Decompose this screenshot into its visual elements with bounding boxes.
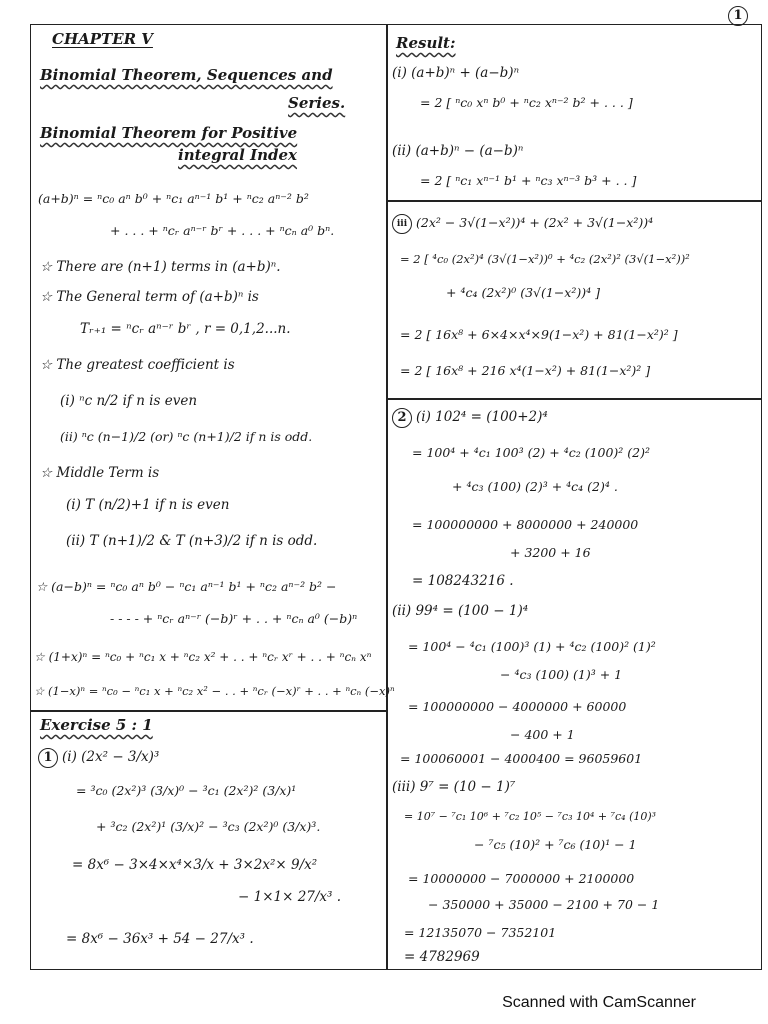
ex1-step-1: = ³c₀ (2x²)³ (3/x)⁰ − ³c₁ (2x²)² (3/x)¹ — [76, 783, 297, 798]
section-divider — [30, 710, 387, 712]
q2iii-answer: = 4782969 — [404, 949, 480, 965]
binomial-expansion: (a+b)ⁿ = ⁿc₀ aⁿ b⁰ + ⁿc₁ aⁿ⁻¹ b¹ + ⁿc₂ aⁿ⁻² b² — [38, 191, 309, 206]
exercise-heading: Exercise 5 : 1 — [40, 716, 153, 734]
greatest-coefficient-odd: (ii) ⁿc (n−1)/2 (or) ⁿc (n+1)/2 if n is odd. — [60, 429, 313, 444]
chapter-title-cont: Series. — [288, 94, 346, 112]
section-divider — [386, 200, 761, 202]
section-heading: Binomial Theorem for Positive — [40, 124, 298, 142]
q2ii-step-3: = 100000000 − 4000000 + 60000 — [408, 699, 627, 714]
a-minus-b-expansion-cont: - - - - + ⁿcᵣ aⁿ⁻ʳ (−b)ʳ + . . + ⁿcₙ a⁰ (−b)ⁿ — [110, 611, 358, 626]
q2iii-step-3: = 10000000 − 7000000 + 2100000 — [408, 871, 635, 886]
scanner-watermark: Scanned with CamScanner — [502, 994, 696, 1011]
r3-problem: (2x² − 3√(1−x²))⁴ + (2x² + 3√(1−x²))⁴ — [416, 215, 654, 230]
r3-step-3: = 2 [ 16x⁸ + 6×4×x⁴×9(1−x²) + 81(1−x²)² ] — [400, 327, 678, 342]
section-heading-cont: integral Index — [178, 146, 298, 164]
greatest-coefficient-even: (i) ⁿc n/2 if n is even — [60, 393, 198, 409]
r3-step-2: + ⁴c₄ (2x²)⁰ (3√(1−x²))⁴ ] — [446, 285, 600, 300]
q2iii-step-5: = 12135070 − 7352101 — [404, 925, 557, 940]
q2ii-problem: (ii) 99⁴ = (100 − 1)⁴ — [392, 603, 529, 619]
q2iii-problem: (iii) 9⁷ = (10 − 1)⁷ — [392, 779, 516, 795]
r3-answer: = 2 [ 16x⁸ + 216 x⁴(1−x²) + 81(1−x²)² ] — [400, 363, 651, 378]
binomial-expansion-cont: + . . . + ⁿcᵣ aⁿ⁻ʳ bʳ + . . . + ⁿcₙ a⁰ bⁿ. — [110, 223, 335, 238]
note-greatest-coefficient: ☆ The greatest coefficient is — [40, 357, 235, 373]
q2i-step-4: + 3200 + 16 — [510, 545, 591, 560]
note-general-term: ☆ The General term of (a+b)ⁿ is — [40, 289, 259, 305]
ex1-answer: = 8x⁶ − 36x³ + 54 − 27/x³ . — [66, 931, 254, 947]
ex1-step-2: + ³c₂ (2x²)¹ (3/x)² − ³c₃ (2x²)⁰ (3/x)³. — [96, 819, 321, 834]
one-plus-x-expansion: ☆ (1+x)ⁿ = ⁿc₀ + ⁿc₁ x + ⁿc₂ x² + . . + ⁿcᵣ xʳ + . . + ⁿcₙ xⁿ — [34, 650, 372, 664]
q2iii-step-4: − 350000 + 35000 − 2100 + 70 − 1 — [428, 897, 660, 912]
column-divider — [386, 24, 388, 970]
section-divider — [386, 398, 761, 400]
q2i-answer: = 108243216 . — [412, 573, 514, 589]
result-1-expansion: = 2 [ ⁿc₀ xⁿ b⁰ + ⁿc₂ xⁿ⁻² b² + . . . ] — [420, 95, 633, 110]
q2ii-step-1: = 100⁴ − ⁴c₁ (100)³ (1) + ⁴c₂ (100)² (1)² — [408, 639, 656, 654]
question-2-marker: 2 — [392, 408, 412, 428]
result-1-expression: (i) (a+b)ⁿ + (a−b)ⁿ — [392, 65, 520, 81]
q2ii-answer: = 100060001 − 4000400 = 96059601 — [400, 751, 643, 766]
q2i-problem: (i) 102⁴ = (100+2)⁴ — [416, 409, 548, 425]
a-minus-b-expansion: ☆ (a−b)ⁿ = ⁿc₀ aⁿ b⁰ − ⁿc₁ aⁿ⁻¹ b¹ + ⁿc₂ aⁿ⁻² b² − — [36, 579, 337, 594]
q2ii-step-2: − ⁴c₃ (100) (1)³ + 1 — [500, 667, 623, 682]
result-2-expansion: = 2 [ ⁿc₁ xⁿ⁻¹ b¹ + ⁿc₃ xⁿ⁻³ b³ + . . ] — [420, 173, 637, 188]
middle-term-even: (i) T (n/2)+1 if n is even — [66, 497, 230, 513]
ex1-problem: (i) (2x² − 3/x)³ — [62, 749, 160, 765]
result-heading: Result: — [396, 34, 456, 52]
q2i-step-2: + ⁴c₃ (100) (2)³ + ⁴c₄ (2)⁴ . — [452, 479, 618, 494]
page-number: 1 — [728, 6, 748, 26]
middle-term-odd: (ii) T (n+1)/2 & T (n+3)/2 if n is odd. — [66, 533, 318, 549]
q2iii-step-2: − ⁷c₅ (10)² + ⁷c₆ (10)¹ − 1 — [474, 837, 637, 852]
r3-step-1: = 2 [ ⁴c₀ (2x²)⁴ (3√(1−x²))⁰ + ⁴c₂ (2x²)² (3√(1−x²))² — [400, 252, 690, 266]
ex1-step-3: = 8x⁶ − 3×4×x⁴×3/x + 3×2x²× 9/x² — [72, 857, 318, 873]
note-middle-term: ☆ Middle Term is — [40, 465, 160, 481]
general-term-formula: Tᵣ₊₁ = ⁿcᵣ aⁿ⁻ʳ bʳ , r = 0,1,2...n. — [80, 321, 291, 337]
chapter-heading: CHAPTER V — [52, 30, 153, 48]
q2i-step-3: = 100000000 + 8000000 + 240000 — [412, 517, 639, 532]
chapter-title: Binomial Theorem, Sequences and — [40, 66, 333, 84]
one-minus-x-expansion: ☆ (1−x)ⁿ = ⁿc₀ − ⁿc₁ x + ⁿc₂ x² − . . + ⁿcᵣ (−x)ʳ + . . + ⁿcₙ (−x)ⁿ — [34, 684, 395, 698]
q2iii-step-1: = 10⁷ − ⁷c₁ 10⁶ + ⁷c₂ 10⁵ − ⁷c₃ 10⁴ + ⁷c₄ (10)³ — [404, 810, 657, 823]
q2ii-step-4: − 400 + 1 — [510, 727, 575, 742]
result-2-expression: (ii) (a+b)ⁿ − (a−b)ⁿ — [392, 143, 524, 159]
ex1-step-4: − 1×1× 27/x³ . — [238, 889, 342, 905]
question-iii-marker: iii — [392, 214, 412, 234]
q2i-step-1: = 100⁴ + ⁴c₁ 100³ (2) + ⁴c₂ (100)² (2)² — [412, 445, 651, 460]
note-number-of-terms: ☆ There are (n+1) terms in (a+b)ⁿ. — [40, 259, 281, 275]
question-1-marker: 1 — [38, 748, 58, 768]
